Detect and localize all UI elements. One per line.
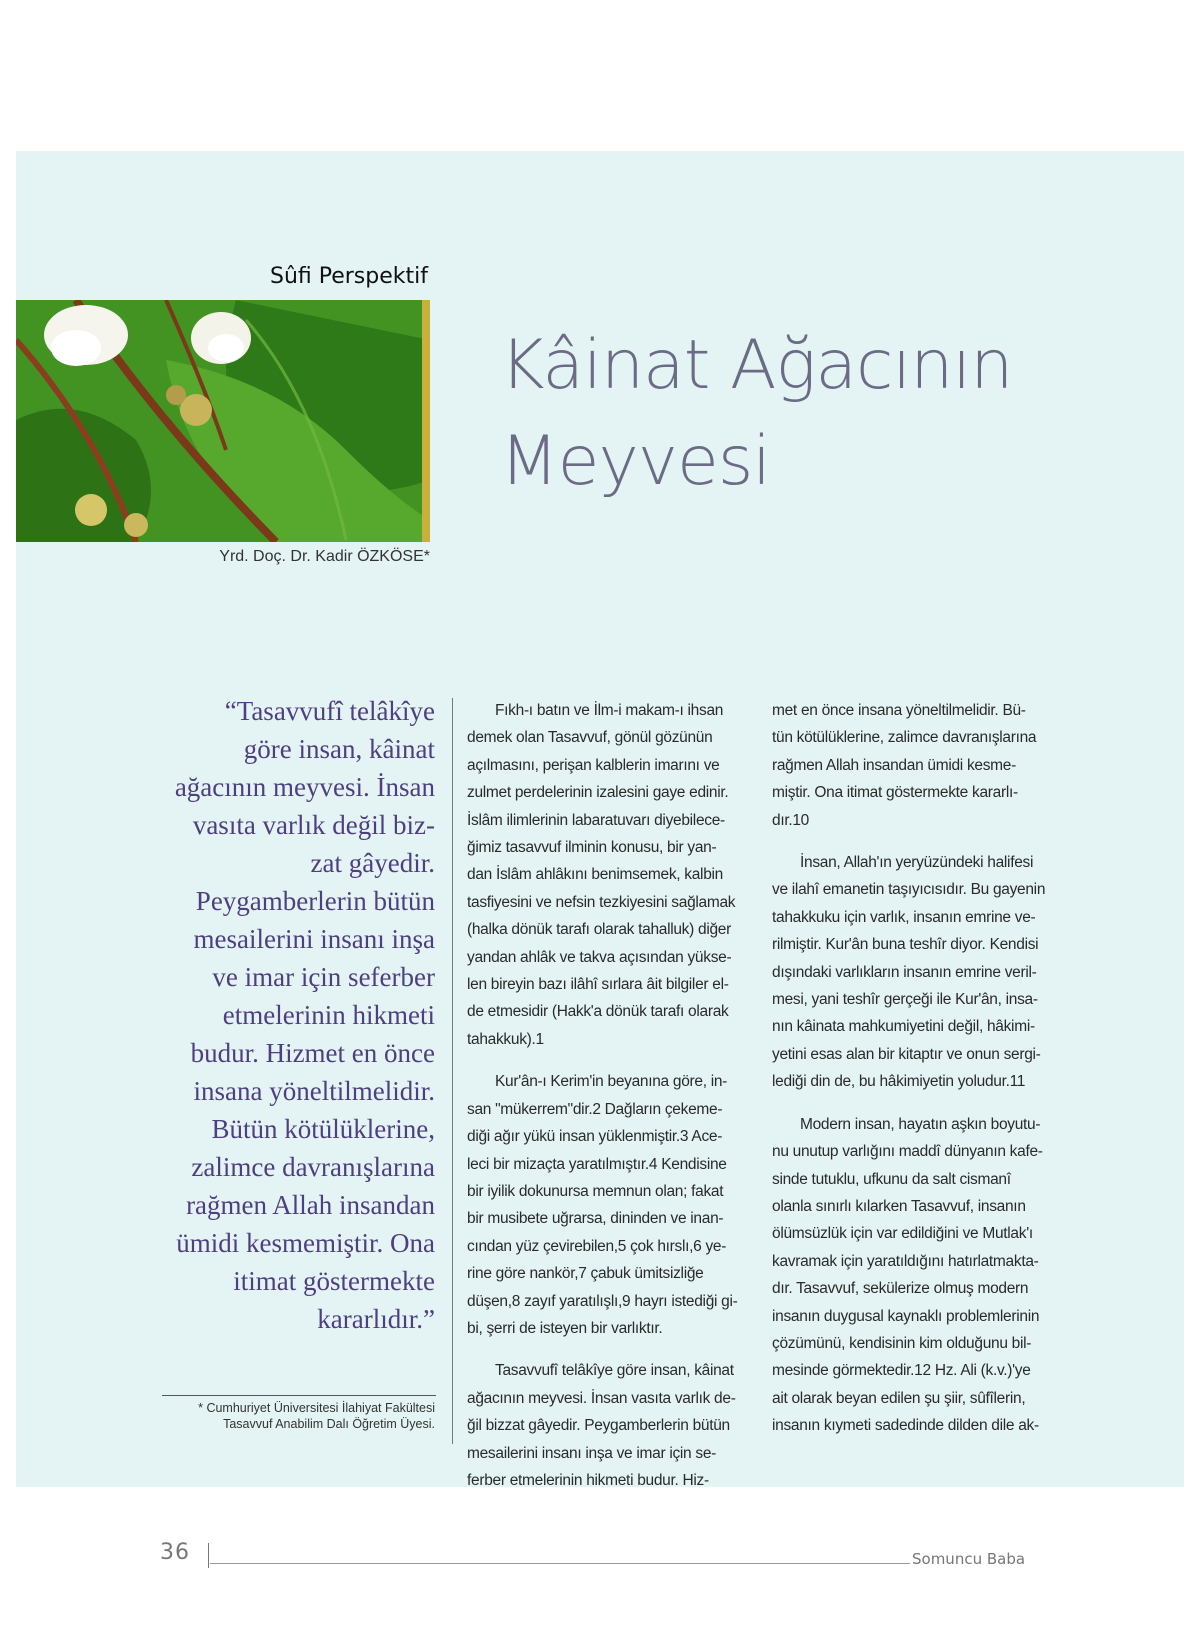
text-line: bi, şerri de isteyen bir varlıktır. (467, 1319, 663, 1337)
text-line: İslâm ilimlerinin labaratuvarı diyebilece- (467, 811, 725, 829)
column-divider (452, 698, 453, 1444)
text-line: etmelerinin hikmeti (222, 1000, 435, 1030)
author-byline: Yrd. Doç. Dr. Kadir ÖZKÖSE* (219, 548, 430, 565)
text-line: ğimiz tasavvuf ilminin konusu, bir yan- (467, 839, 717, 857)
text-line: ğil bizzat gâyedir. Peygamberlerin bütün (467, 1417, 730, 1435)
text-line: insana yöneltilmelidir. (193, 1076, 435, 1106)
paragraph (772, 1111, 1048, 1440)
text-line: zat gâyedir. (310, 848, 435, 878)
text-line: de etmesidir (Hakk'a dönük tarafı olarak (467, 1003, 729, 1021)
footer-rule (210, 1563, 910, 1564)
text-line: tün kötülüklerine, zalimce davranışlarına (772, 729, 1037, 747)
page-number: 36 (160, 1540, 190, 1565)
title-line-2: Meyvesi (500, 422, 771, 501)
text-line: olanla sınırlı kılarken Tasavvuf, insanın (772, 1197, 1026, 1215)
text-line: rilmiştir. Kur'ân buna teshîr diyor. Kendisi (772, 936, 1039, 954)
paragraph (467, 1357, 741, 1494)
paragraph (467, 697, 741, 1053)
text-line: bir musibete uğrarsa, dininden ve inan- (467, 1210, 724, 1228)
text-line: mesinde görmektedir.12 Hz. Ali (k.v.)'ye (772, 1362, 1031, 1380)
text-line: ağacının meyvesi. İnsan vasıta varlık de- (467, 1389, 736, 1407)
text-line: ağacının meyvesi. İnsan (174, 772, 435, 802)
text-line: rağmen Allah insandan ümidi kesme- (772, 756, 1016, 774)
text-line: kararlıdır.” (317, 1304, 435, 1334)
text-line: Modern insan, hayatın aşkın boyutu- (800, 1115, 1041, 1133)
text-line: lediği din de, bu hâkimiyetin yoludur.11 (772, 1073, 1026, 1091)
text-line: tahakkuk).1 (467, 1030, 544, 1048)
paragraph (772, 849, 1048, 1096)
text-line: çözümünü, kendisinin kim olduğunu bil- (772, 1334, 1032, 1352)
text-line: dan İslâm ahlâkını benimsemek, kalbin (467, 866, 723, 884)
title-line-1: Kâinat Ağacının (500, 326, 1013, 405)
body-column-1 (467, 697, 741, 1509)
text-line: ait olarak beyan edilen şu şiir, sûfîlerin, (772, 1389, 1026, 1407)
text-line: ölümsüzlük için var edildiğini ve Mutlak'ı (772, 1225, 1033, 1243)
text-line: mesailerini insanı inşa ve imar için se- (467, 1444, 717, 1462)
text-line: dışındaki varlıkların insanın emrine veril- (772, 963, 1037, 981)
text-line: leci bir mizaçta yaratılmıştır.4 Kendisine (467, 1155, 727, 1173)
leaf-branch-photo (16, 300, 430, 542)
text-line: len bireyin bazı ilâhî sırlara âit bilgiler el- (467, 976, 729, 994)
text-line: düşen,8 zayıf yaratılışlı,9 hayrı istediği gi- (467, 1292, 738, 1310)
text-line: insanın kıymeti sadedinde dilden dile ak- (772, 1417, 1039, 1435)
text-line: zalimce davranışlarına (191, 1152, 435, 1182)
text-line: rine göre nankör,7 çabuk ümitsizliğe (467, 1265, 704, 1283)
text-line: itimat göstermekte (233, 1266, 435, 1296)
text-line: zulmet perdelerinin izalesini gaye edinir. (467, 784, 729, 802)
footnote-line: Tasavvuf Anabilim Dalı Öğretim Üyesi. (223, 1417, 435, 1431)
text-line: nu unutup varlığını maddî dünyanın kafe- (772, 1143, 1043, 1161)
text-line: göre insan, kâinat (243, 734, 435, 764)
text-line: cından yüz çevirebilen,5 çok hırslı,6 ye- (467, 1237, 727, 1255)
text-line: met en önce insana yöneltilmelidir. Bü- (772, 702, 1026, 719)
text-line: ve imar için seferber (212, 962, 435, 992)
text-line: yandan ahlâk ve takva açısından yükse- (467, 948, 732, 966)
footnote-divider (162, 1395, 436, 1396)
text-line: ümidi kesmemiştir. Ona (176, 1228, 435, 1258)
text-line: Peygamberlerin bütün (195, 886, 435, 916)
text-line: Fıkh-ı batın ve İlm-i makam-ı ihsan (495, 702, 724, 719)
footer-tick (208, 1543, 209, 1568)
text-line: insanın duygusal kaynaklı problemlerinin (772, 1307, 1040, 1325)
paragraph (467, 1068, 741, 1342)
text-line: budur. Hizmet en önce (190, 1038, 435, 1068)
body-column-2 (772, 697, 1048, 1455)
text-line: dır. Tasavvuf, sekülerize olmuş modern (772, 1280, 1029, 1298)
text-line: Tasavvufî telâkîye göre insan, kâinat (495, 1362, 734, 1380)
text-line: yetini esas alan bir kitaptır ve onun sergi- (772, 1045, 1041, 1063)
text-line: tasfiyesini ve nefsin tezkiyesini sağlamak (467, 893, 736, 911)
text-line: sinde tutuklu, ufkunu da salt cismanî (772, 1170, 1011, 1188)
text-line: tahakkuku için varlık, insanın emrine ve- (772, 908, 1036, 926)
text-line: (halka dönük tarafı olarak tahalluk) diğer (467, 921, 731, 939)
paragraph (772, 697, 1048, 834)
text-line: İnsan, Allah'ın yeryüzündeki halifesi (800, 854, 1034, 872)
text-line: demek olan Tasavvuf, gönül gözünün (467, 729, 713, 747)
footnote (150, 1400, 435, 1432)
text-line: “Tasavvufî telâkîye (224, 696, 435, 726)
text-line: san "mükerrem"dir.2 Dağların çekeme- (467, 1100, 723, 1118)
text-line: bir iyilik dokunursa memnun olan; fakat (467, 1182, 724, 1200)
footnote-line: * Cumhuriyet Üniversitesi İlahiyat Fakültesi (198, 1401, 435, 1415)
pull-quote (135, 692, 435, 1338)
text-line: ve ilahî emanetin taşıyıcısıdır. Bu gayenin (772, 881, 1046, 899)
text-line: dır.10 (772, 811, 809, 829)
text-line: mesailerini insanı inşa (193, 924, 435, 954)
article-title (500, 318, 1140, 510)
text-line: Bütün kötülüklerine, (211, 1114, 435, 1144)
magazine-name: Somuncu Baba (912, 1550, 1026, 1568)
text-line: nın kâinata mahkumiyetini değil, hâkimi- (772, 1018, 1035, 1036)
text-line: Kur'ân-ı Kerim'in beyanına göre, in- (495, 1073, 728, 1091)
text-line: kavramak için yaratıldığını hatırlatmakta- (772, 1252, 1039, 1270)
text-line: ferber etmelerinin hikmeti budur. Hiz- (467, 1471, 709, 1489)
text-line: mesi, yani teshîr gerçeği ile Kur'ân, insa- (772, 991, 1038, 1009)
text-line: açılmasını, perişan kalblerin imarını ve (467, 756, 720, 774)
text-line: miştir. Ona itimat göstermekte kararlı- (772, 784, 1018, 802)
article-photo (16, 300, 430, 542)
text-line: rağmen Allah insandan (186, 1190, 435, 1220)
text-line: diği ağır yükü insan yüklenmiştir.3 Ace- (467, 1128, 723, 1146)
section-label: Sûfi Perspektif (269, 264, 428, 289)
text-line: vasıta varlık değil biz- (192, 810, 435, 840)
